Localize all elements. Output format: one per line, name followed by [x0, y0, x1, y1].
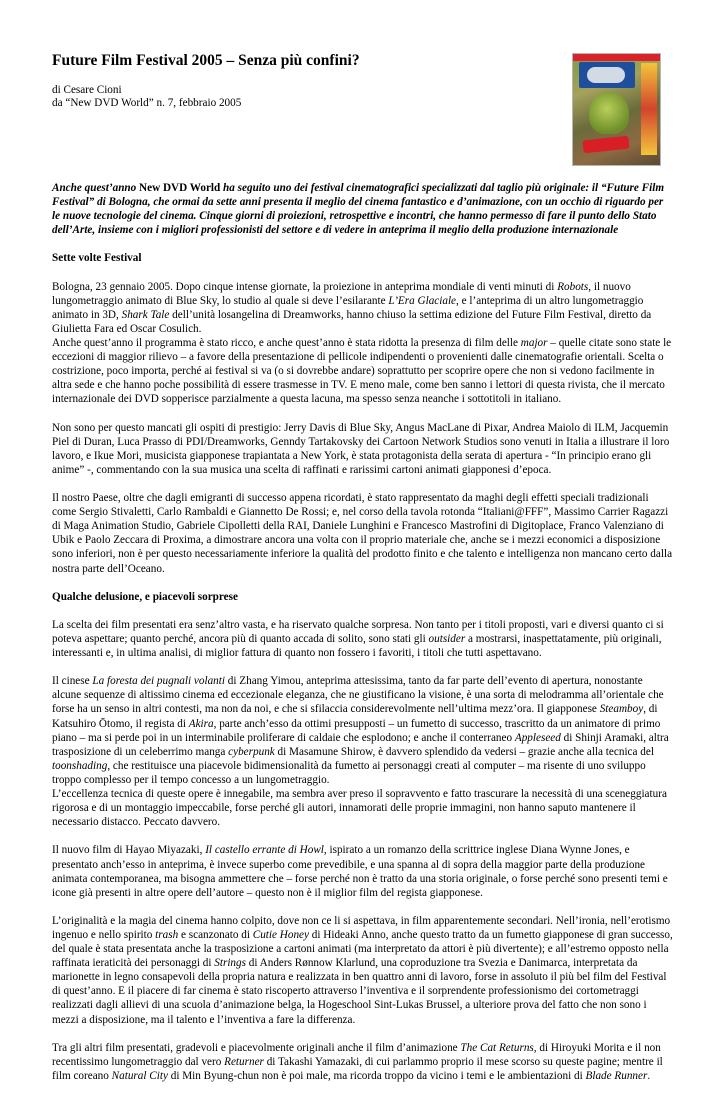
paragraph-6: Il cinese La foresta dei pugnali volanti di Zhang Yimou, anteprima attesissima, tanto da far parte dell’evento di apertura, nonostante alcune sequenze di altissimo cinema ed eccezionale eleganza, che ne giustificano la visione, è una sorta di melodramma all’orientale che forse ha un senso in altri contesti, ma non da noi, e che si sfilaccia considerevolmente nell’ultima mezz’ora. Il giapponese Steamboy, di Katsuhiro Ōtomo, il regista di Akira, parte anch’esso da ottimi presupposti – un fumetto di successo, trascritto da un animatore di primo piano – ma si perde poi in un interminabile proliferare di caldaie che esplodono; e anche il conterraneo Appleseed di Shinji Aramaki, altra trasposizione di un celeberrimo manga cyberpunk di Masamune Shirow, è davvero splendido da vedersi – grazie anche alla tecnica del toonshading, che restituisce una piacevole bidimensionalità da fumetto ai personaggi creati al computer – ma risente di uno sviluppo troppo complesso per il tempo concesso a un lungometraggio.: [52, 675, 669, 786]
intro-magazine-name: New DVD World: [139, 182, 221, 194]
cover-banner: [573, 54, 660, 61]
article-title: Future Film Festival 2005 – Senza più confini?: [52, 52, 360, 69]
section-heading-2: Qualche delusione, e piacevoli sorprese: [52, 590, 238, 603]
section-heading-1: Sette volte Festival: [52, 252, 142, 265]
paragraph-10: Tra gli altri film presentati, gradevoli e piacevolmente originali anche il film d’animazione The Cat Returns, di Hiroyuki Morita e il non recentissimo lungometraggio dal vero Returner di Takashi Yamazaki, di cui parlammo proprio il mese scorso su queste pagine; mentre il film coreano Natural City di Min Byung-chun non è poi male, ma ricorda troppo da vicino i temi e le ambientazioni di Blade Runner.: [52, 1041, 663, 1082]
cover-dvd-logo: [579, 62, 635, 88]
paragraph-5: La scelta dei film presentati era senz’altro vasta, e ha riservato qualche sorpresa. Non tanto per i titoli proposti, vari e diversi quanto ci si poteva aspettare; quanto perché, ancora più di quanto accada di solito, sono stati gli outsider a mostrarsi, inaspettatamente, più originali, interessanti e, in ultima analisi, di miglior fattura di quanto non fossero i favoriti, i titoli che tutti aspettavano.: [52, 618, 664, 660]
paragraph-2: Anche quest’anno il programma è stato ricco, e anche quest’anno è stata ridotta la presenza di film delle major – quelle citate sono state le eccezioni di maggior rilievo – a favore della presentazione di pellicole indipendenti o provenienti dalle cinematografie orientali. Scelta o costrizione, poco importa, perché ai festival si va (o si dovrebbe andare) soprattutto per scoprire opere che non si vedono facilmente in altra sede e che hanno poche possibilità di essere trasmesse in TV. E meno male, come ben sanno i lettori di questa rivista, che il mercato internazionale dei DVD sopperisce parzialmente a questa lacuna, ma spesso senza neanche i sottotitoli in italiano.: [52, 337, 672, 406]
author-line: di Cesare Cioni: [52, 84, 122, 96]
paragraph-7: L’eccellenza tecnica di queste opere è innegabile, ma sembra aver preso il sopravvento e fatto trascurare la necessità di una sceneggiatura rigorosa e di un montaggio impeccabile, forse perché gli autori, innamorati delle proprie immagini, non hanno saputo mantenere il necessario distacco. Peccato davvero.: [52, 788, 667, 829]
intro-text-2: ha seguito uno dei festival cinematografici specializzati dal taglio più originale: il “Future Film Festival” di Bologna, che ormai da sette anni presenta il meglio del cinema fantastico e d’animazione, con un occhio di riguardo per le nuove tecnologie del cinema. Cinque giorni di proiezioni, retrospettive e incontri, che hanno permesso di fare il punto dello Stato dell’Arte, insieme con i migliori professionisti del settore e di vedere in anteprima il meglio della produzione internazionale: [52, 182, 665, 237]
paragraph-1: Bologna, 23 gennaio 2005. Dopo cinque intense giornate, la proiezione in anteprima mondiale di venti minuti di Robots, il nuovo lungometraggio animato di Blue Sky, lo studio al quale si deve l’esilarante L’Era Glaciale, e l’anteprima di un altro lungometraggio animato in 3D, Shark Tale dell’unità losangelina di Dreamworks, hanno chiuso la settima edizione del Future Film Festival, diretto da Giulietta Fara ed Oscar Cosulich.: [52, 280, 652, 335]
source-line: da “New DVD World” n. 7, febbraio 2005: [52, 97, 242, 109]
cover-side-strip: [641, 63, 657, 155]
article-body: [52, 181, 674, 1097]
paragraph-8: Il nuovo film di Hayao Miyazaki, Il castello errante di Howl, ispirato a un romanzo della scrittrice inglese Diana Wynne Jones, e presentato anch’esso in anteprima, è invece superbo come prevedibile, e una spanna al di sopra della maggior parte della produzione animata contemporanea, ma bisogna ammettere che – forse perché non è tratto da una storia originale, o forse perché sono presenti temi e icone già presenti in altre opere dell’autore – questo non è il miglior film del regista giapponese.: [52, 844, 668, 899]
intro-paragraph: [52, 181, 674, 237]
paragraph-3: Non sono per questo mancati gli ospiti di prestigio: Jerry Davis di Blue Sky, Angus MacLane di Pixar, Andrea Maiolo di ILM, Jacquemin Piel di Duran, Luca Prasso di PDI/Dreamworks, Genndy Tartakovsky dei Cartoon Network Studios sono venuti in Italia a illustrare il loro lavoro, e Ikue Mori, musicista giapponese trapiantata a New York, è stata protagonista della serata di apertura - “In principio erano gli anime” -, commentando con la sua musica una scelta di raffinati e rarissimi cartoni animati giapponesi d’epoca.: [52, 421, 670, 476]
cover-shrek-2-logo: [582, 136, 629, 154]
cover-character-illustration: [589, 92, 629, 134]
paragraph-9: L’originalità e la magia del cinema hanno colpito, dove non ce li si aspettava, in film apparentemente secondari. Nell’ironia, nell’erotismo ingenuo e nello spirito trash e scanzonato di Cutie Honey di Hideaki Anno, anche questo tratto da un fumetto giapponese di gran successo, del quale è stata presentata anche la trasposizione a cartoni animati (ma interpretato da attori è più divertente); e all’estremo opposto nella raffinata ieraticità dei personaggi di Strings di Anders Rønnow Klarlund, una coproduzione tra Svezia e Danimarca, interpretata da marionette in legno consapevoli della propria natura e realizzata in ben quattro anni di lavoro, forse in assoluto il più bel film del Festival di quest’anno. E il piacere di far cinema è stato riscoperto attraverso l’inventiva e il sorprendente professionismo dei cortometraggi realizzati dagli allievi di una scuola d’animazione belga, la Hogeschool Sint-Lukas Brussel, a ulteriore prova del fatto che non sono i mezzi a disposizione, ma il talento e l’inventiva a fare la differenza.: [52, 914, 673, 1026]
intro-text-1: Anche quest’anno: [52, 182, 140, 194]
paragraph-4: Il nostro Paese, oltre che dagli emigranti di successo appena ricordati, è stato rappresentato da maghi degli effetti speciali tradizionali come Sergio Stivaletti, Carlo Rambaldi e Giannetto De Rossi; e, nel corso della tavola rotonda “Italiani@FFF”, Massimo Carrier Ragazzi di Maga Animation Studio, Gabriele Cipolletti della RAI, Daniele Lunghini e Francesco Mastrofini di Digitoplace, Franco Valenziano di Ubik e Paolo Zeccara di Proxima, a dimostrare ancora una volta con il proprio materiale che, anche se i mezzi economici a disposizione sono inferiori, non è per questo necessariamente inferiore la qualità del prodotto finito e che talento e intelligenza non mancano certo dalla nostra parte dell’Oceano.: [52, 492, 673, 575]
byline: [52, 84, 241, 110]
magazine-cover-image: [572, 53, 661, 166]
